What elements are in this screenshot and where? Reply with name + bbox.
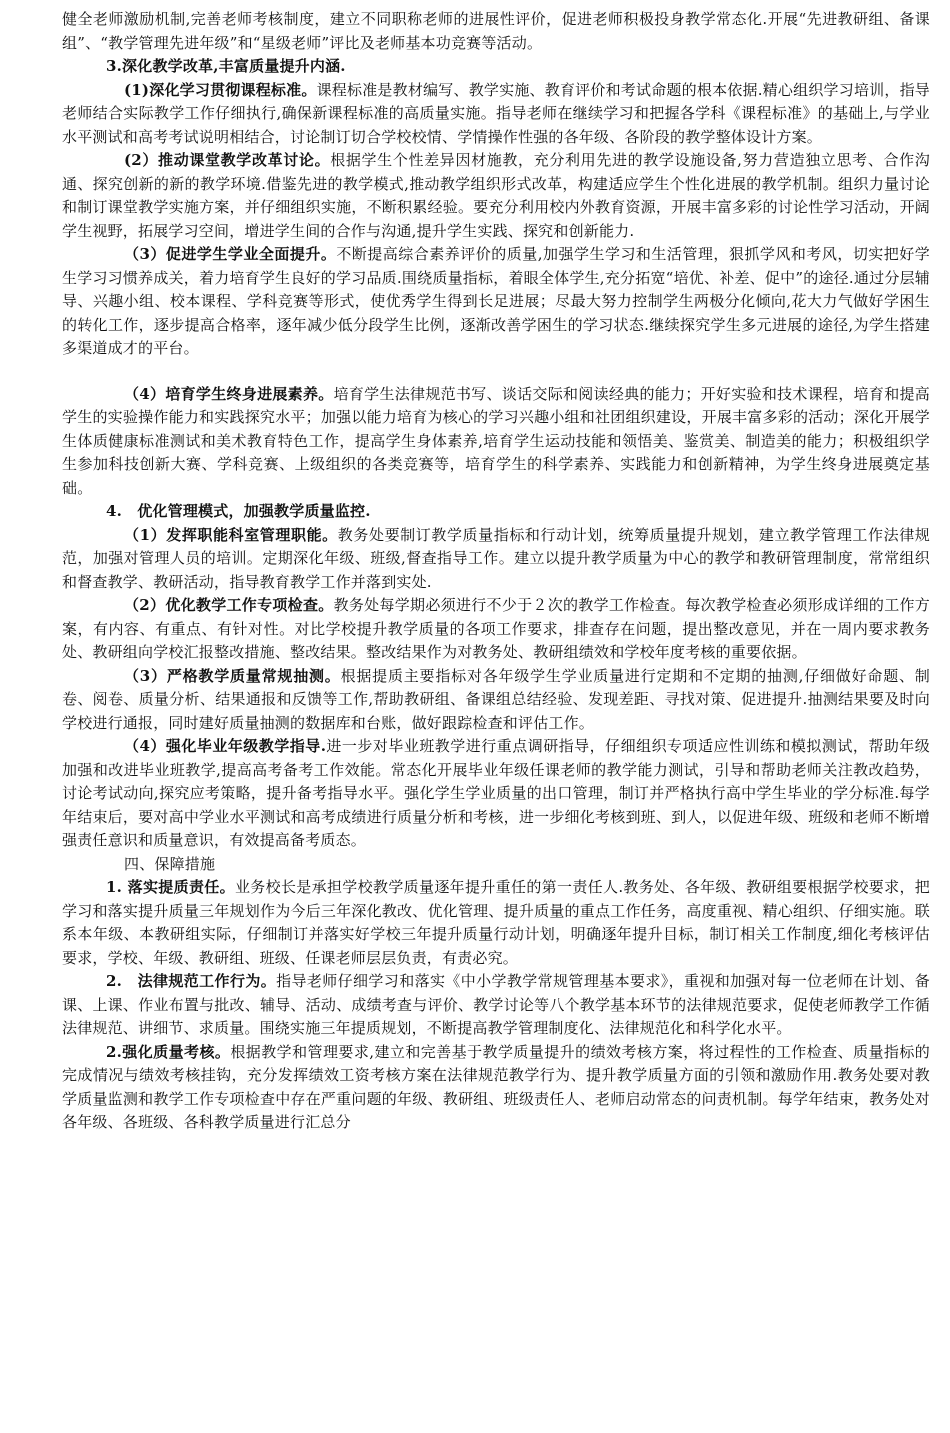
paragraph-guarantee-3 — [62, 1041, 930, 1135]
paragraph-body: 根据提质主要指标对各年级学生学业质量进行定期和不定期的抽测,仔细做好命题、制卷、阅卷、质量分析、结果通报和反馈等工作,帮助教研组、备课组总结经验、发现差距、寻找对策、促进提升.抽测结果要及时向学校进行通报，同时建好质量抽测的数据库和台账，做好跟踪检查和评估工作。 — [62, 666, 930, 732]
heading-4: 4. 优化管理模式，加强教学质量监控. — [106, 502, 371, 520]
paragraph-body: 业务校长是承担学校教学质量逐年提升重任的第一责任人.教务处、各年级、教研组要根据学校要求，把学习和落实提升质量三年规划作为今后三年深化教改、优化管理、提升质量的重点工作任务，高度重视、精心组织、仔细实施。联系本年级、本教研组实际，仔细制订并落实好学校三年提升质量行动计划，明确逐年提升目标，制订相关工作制度,细化考核评估要求，学校、年级、教研组、班级、任课老师层层负责，有责必究。 — [62, 878, 930, 967]
paragraph-3-3 — [62, 243, 930, 361]
paragraph-body: 课程标准是教材编写、教学实施、教育评价和考试命题的根本依据.精心组织学习培训，指导老师结合实际教学工作仔细执行,确保新课程标准的高质量实施。指导老师在继续学习和把握各学科《课程标准》的基础上,与学业水平测试和高考考试说明相结合，讨论制订切合学校校情、学情操作性强的各年级、各阶段的教学整体设计方案。 — [62, 80, 930, 146]
paragraph-title: （1）发挥职能科室管理职能。 — [124, 525, 338, 544]
paragraph-title: (2）推动课堂教学改革讨论。 — [124, 151, 331, 169]
paragraph-3-4 — [62, 383, 930, 501]
section-four-heading: 四、保障措施 — [124, 854, 216, 873]
paragraph-body: 教务处每学期必须进行不少于２次的教学工作检查。每次教学检查必须形成详细的工作方案，有内容、有重点、有针对性。对比学校提升教学质量的各项工作要求，排查存在问题，提出整改意见，并在一周内要求教务处、教研组向学校汇报整改措施、整改结果。整改结果作为对教务处、教研组绩效和学校年度考核的重要依据。 — [62, 596, 930, 661]
blank-line — [62, 361, 930, 383]
paragraph-body: 进一步对毕业班教学进行重点调研指导，仔细组织专项适应性训练和模拟测试，帮助年级加强和改进毕业班教学,提高高考备考工作效能。常态化开展毕业年级任课老师的教学能力测试，引导和帮助老师关注教改趋势，讨论考试动向,探究应考策略，提升备考指导水平。强化学生学业质量的出口管理，制订并严格执行高中学生毕业的学分标准.每学年结束后，要对高中学业水平测试和高考成绩进行质量分析和考核，进一步细化考核到班、到人，以促进年级、班级和老师不断增强责任意识和质量意识，有效提高备考质态。 — [62, 737, 930, 849]
paragraph-3-1 — [62, 79, 930, 150]
paragraph-body: 根据教学和管理要求,建立和完善基于教学质量提升的绩效考核方案，将过程性的工作检查、质量指标的完成情况与绩效考核挂钩，充分发挥绩效工资考核方案在法律规范教学行为、提升教学质量方面的引领和激励作用.教务处要对教学质量监测和教学工作专项检查中存在严重问题的年级、教研组、班级责任人、老师启动常态的问责机制。每学年结束，教务处对各年级、各班级、各科教学质量进行汇总分 — [62, 1042, 930, 1131]
paragraph-4-3 — [62, 665, 930, 736]
paragraph-title: （3）严格教学质量常规抽测。 — [124, 666, 341, 685]
paragraph-title: 2.强化质量考核。 — [106, 1042, 231, 1061]
paragraph-title: （2）优化教学工作专项检查。 — [124, 596, 334, 614]
intro-paragraph: 健全老师激励机制,完善老师考核制度，建立不同职称老师的进展性评价，促进老师积极投身教学常态化.开展“先进教研组、备课组”、“教学管理先进年级”和“星级老师”评比及老师基本功竞赛等活动。 — [62, 10, 930, 52]
paragraph-4-1 — [62, 524, 930, 595]
paragraph-body: 指导老师仔细学习和落实《中小学教学常规管理基本要求》，重视和加强对每一位老师在计划、备课、上课、作业布置与批改、辅导、活动、成绩考查与评价、教学讨论等八个教学基本环节的法律规范要求，促使老师教学工作循法律规范、讲细节、求质量。围绕实施三年提质规划，不断提高教学管理制度化、法律规范化和科学化水平。 — [62, 972, 931, 1037]
paragraph-title: 2. 法律规范工作行为。 — [106, 972, 277, 990]
paragraph-title: 1. 落实提质责任。 — [106, 878, 235, 896]
paragraph-4-2 — [62, 594, 930, 665]
paragraph-title: （3）促进学生学业全面提升。 — [124, 245, 337, 263]
paragraph-title: (1)深化学习贯彻课程标准。 — [124, 80, 317, 99]
paragraph-body: 培育学生法律规范书写、谈话交际和阅读经典的能力；开好实验和技术课程，培育和提高学生的实验操作能力和实践探究水平；加强以能力培育为核心的学习兴趣小组和社团组织建设，开展丰富多彩的活动；深化开展学生体质健康标准测试和美术教育特色工作，提高学生身体素养,培育学生运动技能和领悟美、鉴赏美、制造美的能力；积极组织学生参加科技创新大赛、学科竞赛、上级组织的各类竞赛等，培育学生的科学素养、实践能力和创新精神，为学生终身进展奠定基础。 — [62, 384, 930, 497]
heading-3: 3.深化教学改革,丰富质量提升内涵. — [106, 57, 346, 75]
paragraph-body: 不断提高综合素养评价的质量,加强学生学习和生活管理，狠抓学风和考风，切实把好学生学习习惯养成关，着力培育学生良好的学习品质.围绕质量指标，着眼全体学生,充分拓宽“培优、补差、促中”的途径.通过分层辅导、兴趣小组、校本课程、学科竞赛等形式，使优秀学生得到长足进展；尽最大努力控制学生两极分化倾向,花大力气做好学困生的转化工作，逐步提高合格率，逐年减少低分段学生比例，逐渐改善学困生的学习状态.继续探究学生多元进展的途径,为学生搭建多渠道成才的平台。 — [62, 245, 930, 357]
paragraph-guarantee-2 — [62, 970, 930, 1041]
paragraph-title: （4）培育学生终身进展素养。 — [124, 384, 334, 403]
paragraph-3-2 — [62, 149, 930, 243]
paragraph-guarantee-1 — [62, 876, 930, 970]
paragraph-body: 教务处要制订教学质量指标和行动计划，统筹质量提升规划，建立教学管理工作法律规范，加强对管理人员的培训。定期深化年级、班级,督查指导工作。建立以提升教学质量为中心的教学和教研管理制度，常常组织和督查教学、教研活动，指导教育教学工作并落到实处. — [62, 525, 930, 591]
paragraph-title: （4）强化毕业年级教学指导. — [124, 737, 327, 755]
paragraph-4-4 — [62, 735, 930, 853]
paragraph-body: 根据学生个性差异因材施教，充分利用先进的教学设施设备,努力营造独立思考、合作沟通、探究创新的新的教学环境.借鉴先进的教学模式,推动教学组织形式改革，构建适应学生个性化进展的教学机制。组织力量讨论和制订课堂教学实施方案，并仔细组织实施，不断积累经验。要充分利用校内外教育资源，开展丰富多彩的讨论性学习活动，开阔学生视野，拓展学习空间，增进学生间的合作与沟通,提升学生实践、探究和创新能力. — [62, 151, 930, 240]
